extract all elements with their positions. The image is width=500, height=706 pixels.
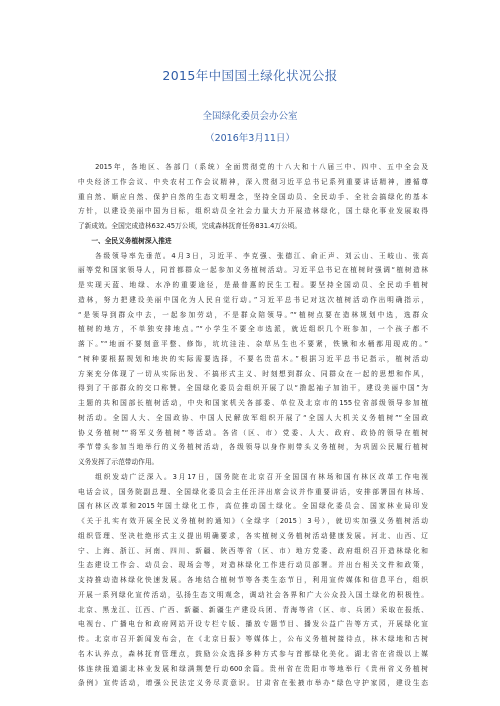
body-line: 季节带头参加当地举行的义务植树活动，各级领导以身作则带头义务植树，为巩固公民履行植树 bbox=[78, 443, 428, 452]
document-body bbox=[78, 160, 428, 691]
body-line: 国有林区改革和2015年国土绿化工作，高位推动国土绿化。全国绿化委员会、国家林业局印发 bbox=[78, 502, 428, 511]
body-line: 造林，努力把建设美丽中国化为人民自觉行动。”习近平总书记对这次植树活动作出明确指示， bbox=[78, 295, 428, 304]
body-line: 体连续报道湖北林业发展和绿满荆楚行动600余篇。贵州省在贵阳市等地举行《贵州省义务植树 bbox=[78, 664, 428, 673]
body-line: 树活动。全国人大、全国政协、中国人民解放军组织开展了“全国人大机关义务植树”“全国政 bbox=[78, 413, 428, 422]
body-line: 北京、黑龙江、江西、广西、新疆、新疆生产建设兵团、青海等省（区、市、兵团）采取在报纸、 bbox=[78, 605, 428, 614]
issue-date: （2016年3月11日） bbox=[205, 133, 295, 144]
body-line: “树种要根据规划和地块的实际需要选择，不要名贵苗木。”根据习近平总书记指示，植树活动 bbox=[78, 354, 428, 363]
body-line: 了新成效。全国完成造林632.45万公顷，完成森林抚育任务831.4万公顷。 bbox=[78, 222, 302, 230]
body-line: 名木认养点，森林抚育管理点，鼓励公众选择多种方式参与首都绿化美化。湖北省在省级以上媒 bbox=[78, 649, 428, 658]
document-title: 2015年中国国土绿化状况公报 bbox=[162, 68, 338, 83]
body-line: 中央经济工作会议、中央农村工作会议精神，深入贯彻习近平总书记系列重要讲话精神，遵循尊 bbox=[78, 177, 428, 186]
body-line: 条例》宣传活动，增强公民法定义务尽责意识。甘肃省在张掖市举办“绿色守护家园，建设生态 bbox=[78, 679, 428, 688]
body-line: 生态建设工作会、动员会、现场会等，对造林绿化工作进行动员部署。并出台相关文件和政策， bbox=[78, 561, 428, 570]
body-line: 宁、上海、浙江、河南、四川、新疆、陕西等省（区、市）地方党委、政府组织召开造林绿化和 bbox=[78, 546, 428, 555]
body-line: 得到了干部群众的交口称赞。全国绿化委员会组织开展了以“撸起袖子加油干，建设美丽中国”为 bbox=[78, 384, 428, 393]
section-heading: 一、全民义务植树深入推进 bbox=[78, 236, 172, 245]
body-line: 电视台、广播电台和政府网站开设专栏专版、播放专题节目、播发公益广告等方式，开展绿化宣 bbox=[78, 620, 428, 629]
body-line: 是实现天蓝、地绿、水净的重要途径，是最普惠的民生工程。要坚持全国动员、全民动手植树 bbox=[78, 281, 428, 289]
body-line: 各级领导率先垂范。4月3日，习近平、李克强、张德江、俞正声、刘云山、王岐山、张高 bbox=[78, 251, 428, 260]
body-line: 电话会议，国务院副总理、全国绿化委员会主任汪洋出席会议并作重要讲话，安排部署国有林场、 bbox=[78, 487, 428, 496]
body-line: 落下。”“地面不要刻意平整、修饰，坑坑洼洼、杂草丛生也不要紧，铁锹和水桶都用现成的。” bbox=[78, 340, 428, 348]
body-line: 植树的地方，不单独安排地点。”“小学生不要全市选派，就近组织几个班参加，一个孩子都不 bbox=[78, 325, 428, 334]
body-line: 重自然、顺应自然、保护自然的生态文明理念，坚持全国动员、全民动手、全社会搞绿化的基本 bbox=[78, 192, 428, 201]
body-line: 组织发动广泛深入。3月17日，国务院在北京召开全国国有林场和国有林区改革工作电视 bbox=[78, 472, 428, 481]
body-line: 2015年，各地区、各部门（系统）全面贯彻党的十八大和十八届三中、四中、五中全会及 bbox=[78, 163, 428, 171]
body-line: 开展一系列绿化宣传活动，弘扬生态文明观念，调动社会各界和广大公众投入国土绿化的积极性。 bbox=[78, 590, 428, 599]
body-line: 方案充分体现了一切从实际出发、不搞形式主义、时刻想到群众、同群众在一起的思想和作风， bbox=[78, 369, 428, 378]
body-line: 《关于扎实有效开展全民义务植树的通知》（全绿字〔2015〕3号），就切实加强义务植树活动 bbox=[78, 517, 428, 525]
body-line: 主题的共和国部长植树活动，中央和国家机关各部委、单位及北京市的155位省部级领导参加植 bbox=[78, 399, 428, 407]
issuer-name: 全国绿化委员会办公室 bbox=[202, 111, 298, 122]
body-line: 组织管理、坚决杜绝形式主义提出明确要求，各实植树义务植树活动健康发展。河北、山西、辽 bbox=[78, 531, 428, 540]
body-line: 方针，以建设美丽中国为目标，组织动员全社会力量大力开展造林绿化，国土绿化事业发展取得 bbox=[78, 207, 428, 216]
body-line: 支持推动造林绿化快速发展。各地结合植树节等各类生态节日，利用宣传媒体和信息平台，组织 bbox=[78, 576, 428, 584]
body-line: 传。北京市召开新闻发布会，在《北京日报》等媒体上，公布义务植树接待点，林木绿地和古树 bbox=[78, 635, 428, 643]
body-line: “是领导到群众中去，一起参加劳动，不是群众陪领导。”“植树点要在造林规划中选，选群众 bbox=[78, 310, 428, 319]
body-line: 丽等党和国家领导人，同首都群众一起参加义务植树活动。习近平总书记在植树时强调“植树造林 bbox=[78, 266, 428, 275]
body-line: 协义务植树”“将军义务植树”等活动。各省（区、市）党委、人大、政府、政协的领导在植树 bbox=[78, 428, 428, 437]
body-line: 义务发挥了示范带动作用。 bbox=[78, 458, 159, 466]
